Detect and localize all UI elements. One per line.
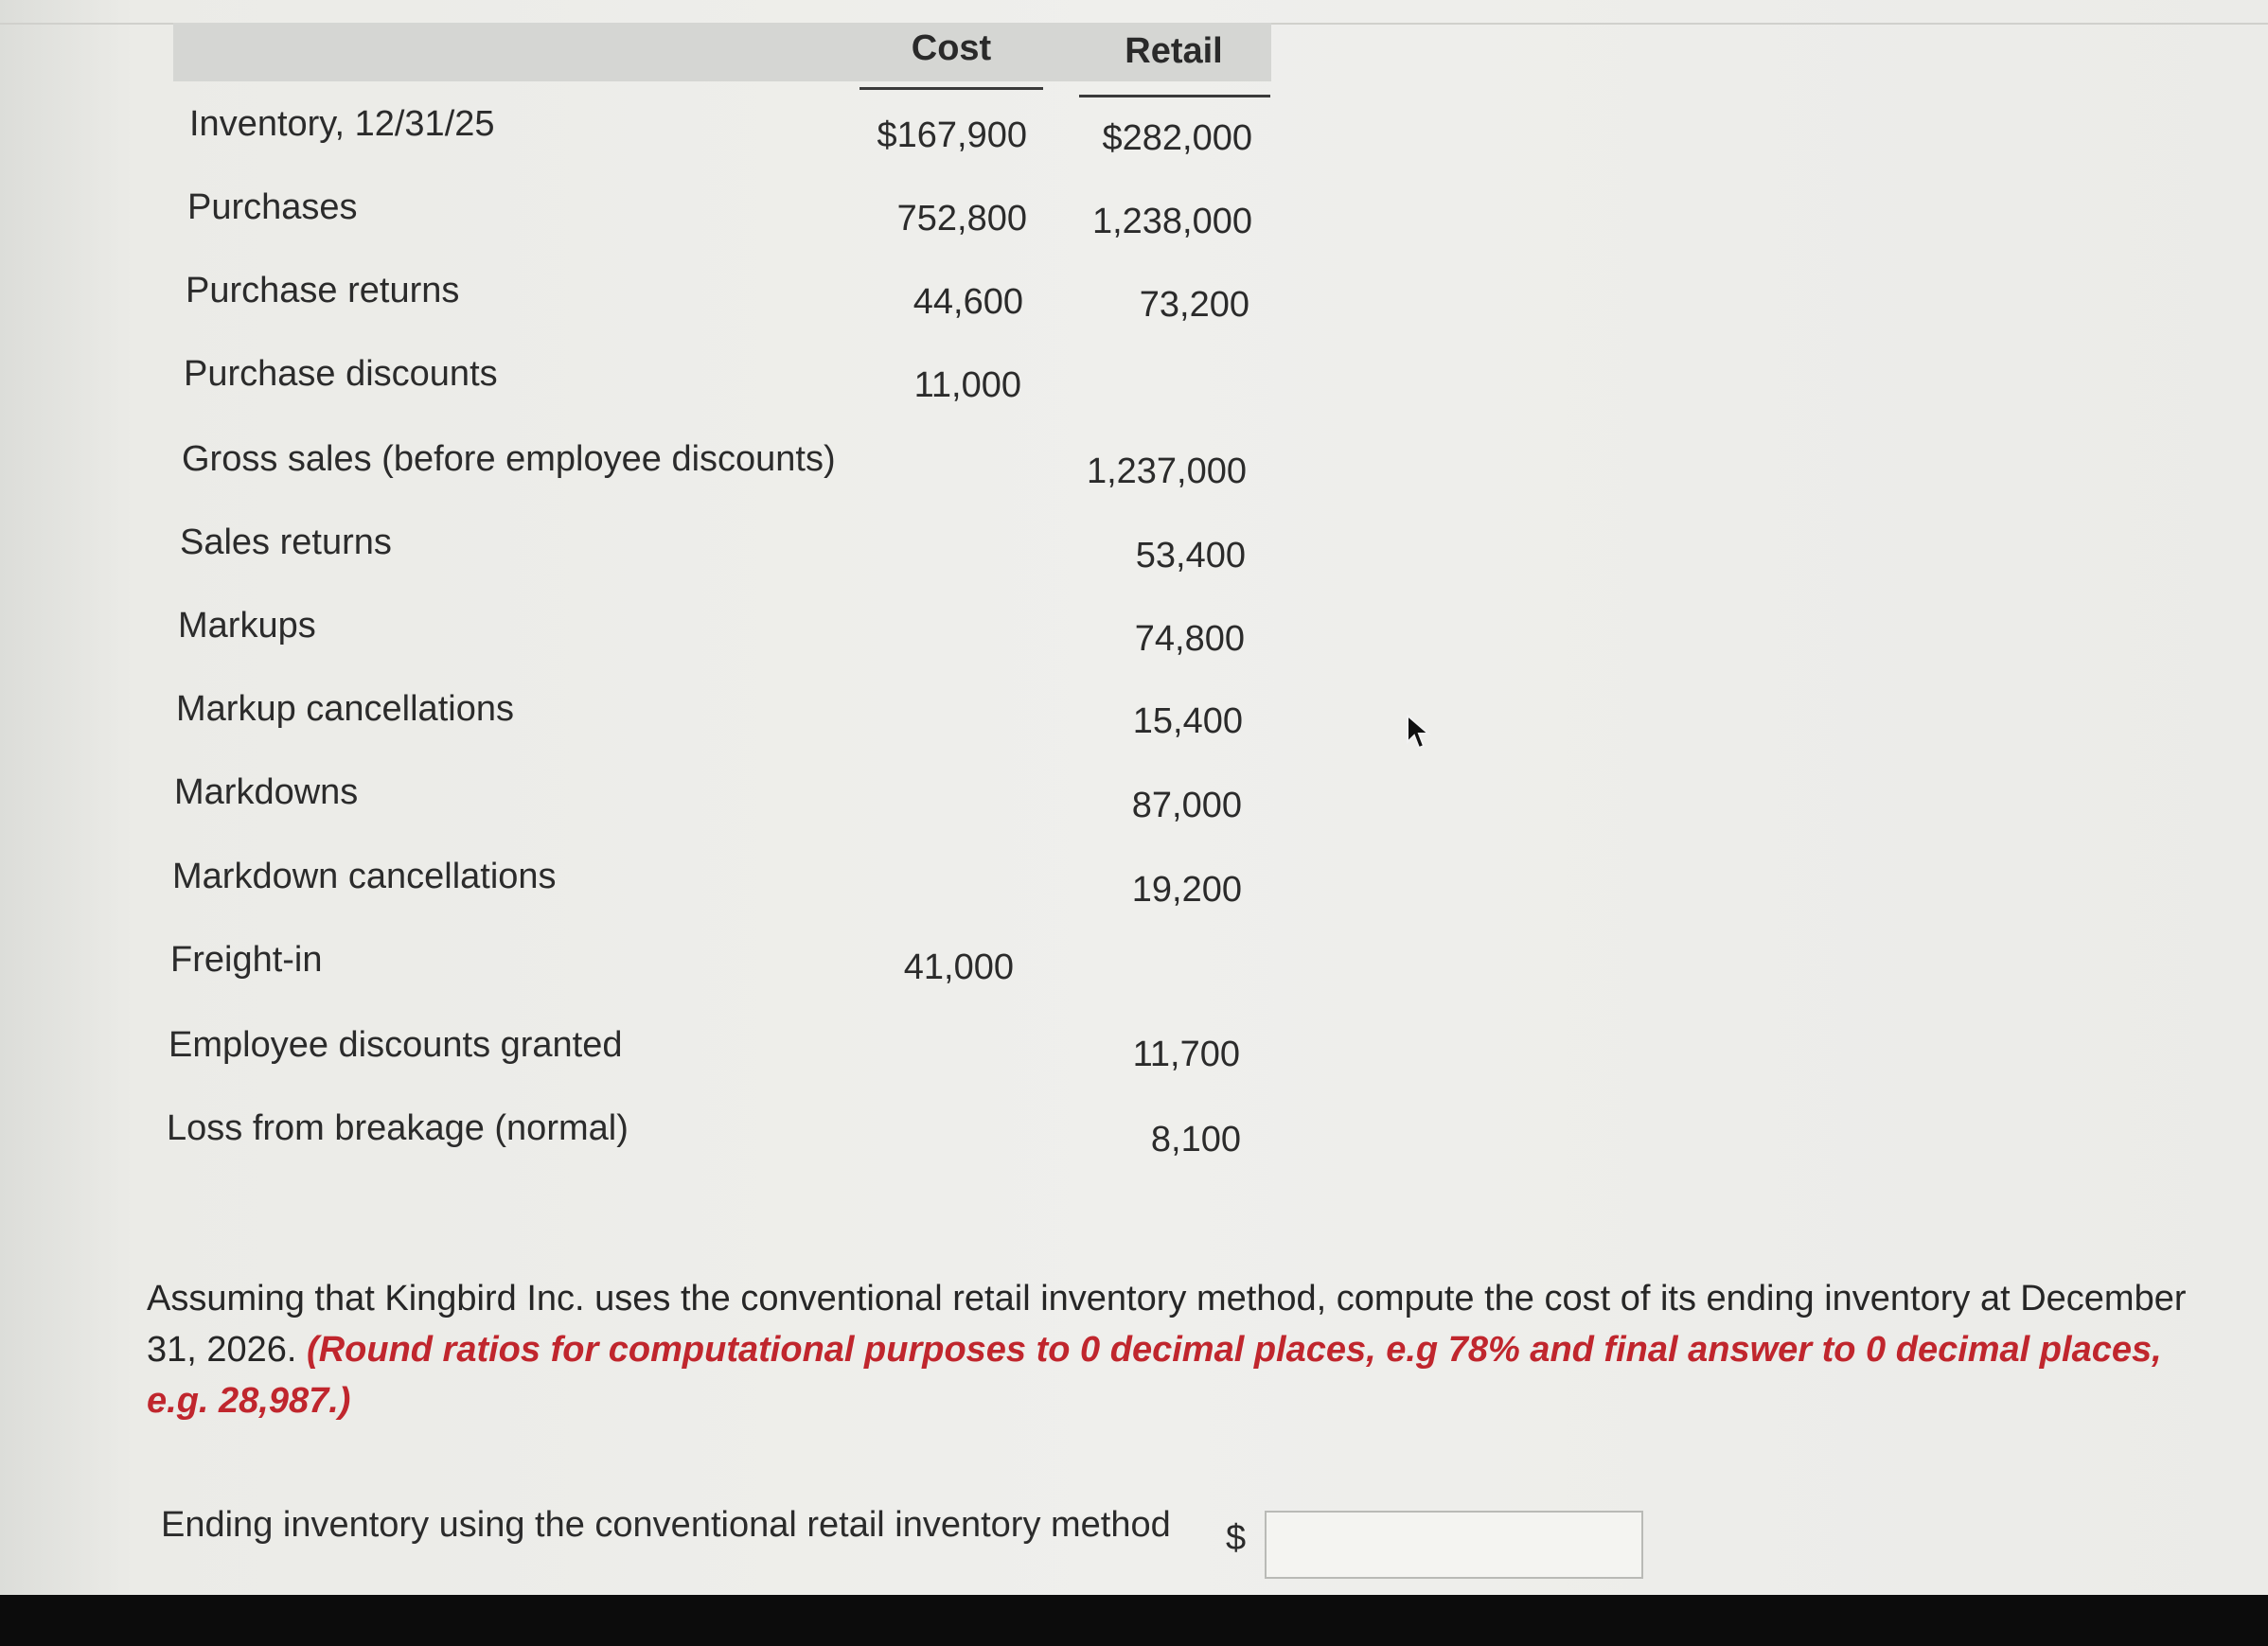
table-row [187, 187, 1276, 240]
row-label: Markdowns [174, 772, 359, 812]
retail-value: 1,238,000 [1091, 202, 1252, 241]
screen-bezel [0, 1595, 2268, 1646]
mouse-pointer-icon [1406, 714, 1434, 753]
table-row [184, 354, 1272, 407]
row-label: Markup cancellations [176, 689, 514, 729]
table-row [189, 104, 1278, 157]
cost-value: 752,800 [896, 199, 1027, 239]
table-row [180, 522, 1268, 575]
retail-value: $282,000 [1102, 118, 1252, 158]
table-row [170, 940, 1259, 993]
row-label: Freight-in [170, 940, 323, 980]
row-label: Purchase returns [186, 271, 460, 310]
question-text [147, 1273, 2210, 1426]
table-row [172, 857, 1261, 910]
cost-value: 44,600 [913, 282, 1023, 322]
row-label: Purchase discounts [184, 354, 498, 394]
question-hint: (Round ratios for computational purposes to 0 decimal places, e.g 78% and final answer to 0 decimal places, e.g. 28,987.) [147, 1330, 2162, 1421]
question-body: Assuming that Kingbird Inc. uses the conventional retail inventory method, compute the cost of its ending inventory at December 31, 2026. [147, 1279, 2187, 1370]
retail-value: 1,237,000 [1086, 451, 1247, 491]
retail-value: 74,800 [1134, 619, 1245, 659]
row-label: Markups [178, 606, 316, 646]
column-header-cost: Cost [911, 28, 992, 68]
retail-value: 19,200 [1131, 870, 1242, 910]
table-row [168, 1025, 1257, 1078]
cost-header-rule [859, 87, 1043, 90]
currency-symbol: $ [1226, 1518, 1247, 1558]
row-label: Gross sales (before employee discounts) [182, 439, 836, 479]
row-label: Loss from breakage (normal) [167, 1108, 629, 1148]
table-row [186, 271, 1274, 324]
retail-value: 53,400 [1135, 536, 1246, 575]
retail-value: 11,700 [1132, 1035, 1240, 1074]
row-label: Inventory, 12/31/25 [189, 104, 495, 144]
ending-inventory-input[interactable] [1265, 1511, 1643, 1579]
retail-value: 15,400 [1132, 701, 1243, 741]
column-header-retail: Retail [1125, 31, 1223, 71]
cost-value: $167,900 [877, 115, 1027, 155]
cost-value: 11,000 [913, 365, 1021, 405]
row-label: Employee discounts granted [168, 1025, 623, 1065]
row-label: Sales returns [180, 522, 392, 562]
table-row [174, 772, 1263, 825]
cost-value: 41,000 [903, 947, 1014, 987]
retail-value: 73,200 [1139, 285, 1249, 325]
retail-value: 87,000 [1131, 786, 1242, 825]
table-row [178, 606, 1267, 659]
retail-header-rule [1079, 95, 1270, 97]
row-label: Markdown cancellations [172, 857, 557, 896]
table-row [167, 1108, 1255, 1161]
table-row [176, 689, 1265, 742]
retail-value: 8,100 [1150, 1120, 1241, 1159]
row-label: Purchases [187, 187, 358, 227]
table-row [182, 439, 1270, 492]
answer-label: Ending inventory using the conventional retail inventory method [161, 1505, 1171, 1545]
